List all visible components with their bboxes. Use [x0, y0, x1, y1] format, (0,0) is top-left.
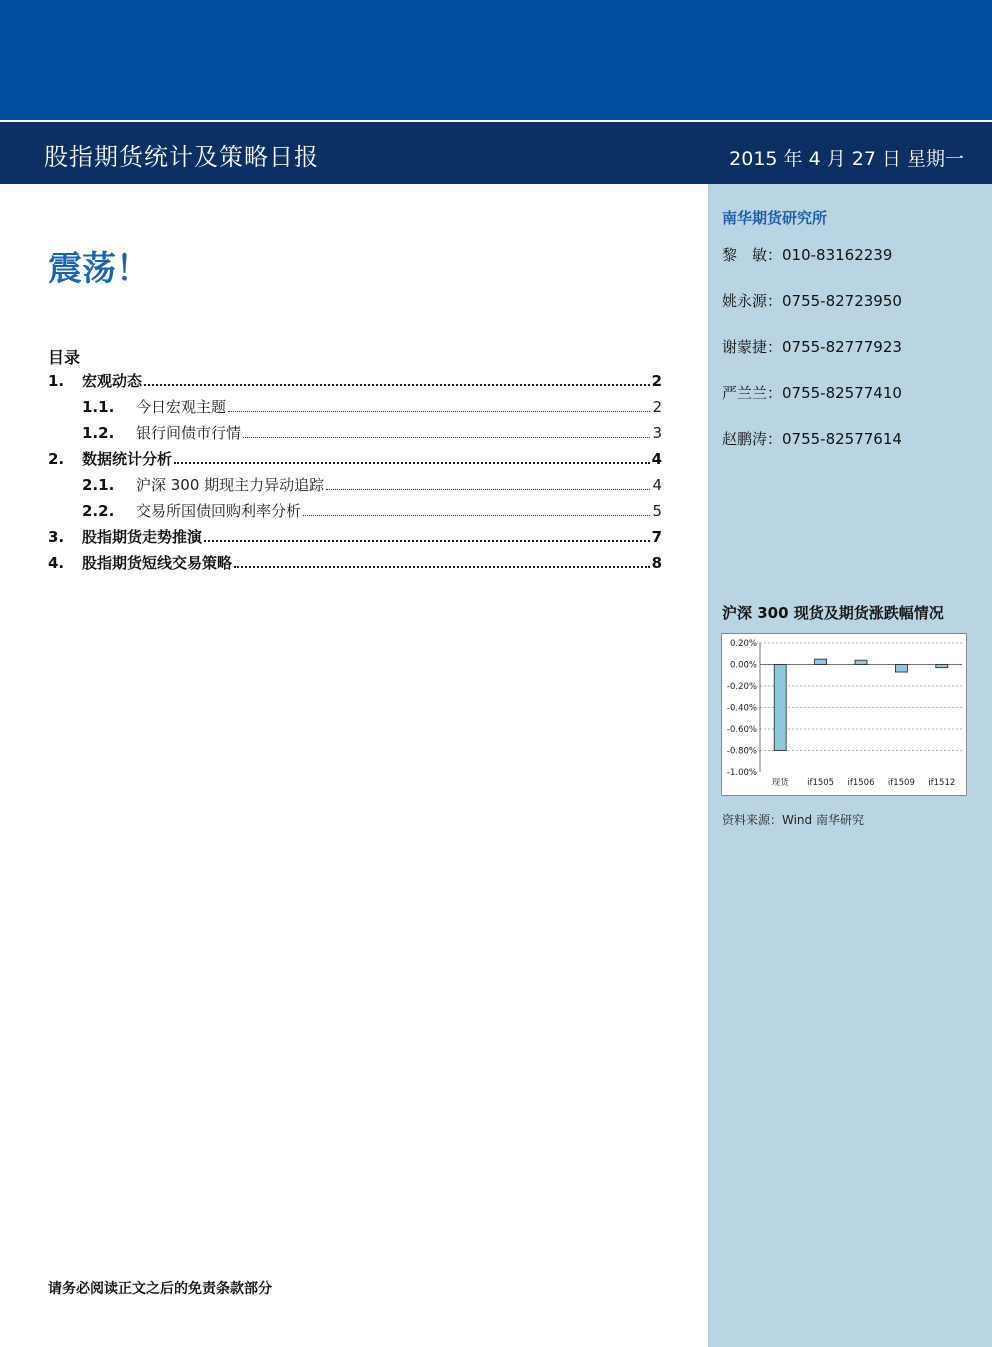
- contact-item: 赵鹏涛：0755-82577614: [722, 430, 902, 448]
- toc-number: 2.1.: [82, 476, 115, 494]
- toc-leader: [144, 384, 650, 386]
- toc-subitem[interactable]: [82, 422, 662, 444]
- bar: [815, 659, 827, 664]
- y-tick-label: -1.00%: [726, 768, 757, 778]
- toc-title: 目录: [48, 348, 81, 367]
- toc-label: 数据统计分析: [82, 450, 173, 468]
- toc-number: 2.: [48, 450, 65, 468]
- bar: [774, 665, 786, 751]
- toc-label: 沪深 300 期现主力异动追踪: [136, 476, 325, 494]
- bar: [855, 660, 867, 664]
- toc-subitem[interactable]: [82, 500, 662, 522]
- contact-item: 黎 敏：010-83162239: [722, 246, 893, 264]
- toc-leader: [204, 540, 650, 542]
- toc-leader: [303, 515, 650, 516]
- toc-number: 1.1.: [82, 398, 115, 416]
- y-tick-label: -0.80%: [726, 746, 757, 757]
- toc-leader: [326, 489, 650, 490]
- toc-page: 4: [651, 450, 662, 468]
- bar: [936, 665, 948, 668]
- chart-frame: [721, 633, 967, 796]
- toc-leader: [234, 566, 650, 568]
- chart-title: 沪深 300 现货及期货涨跌幅情况: [722, 604, 944, 622]
- contact-item: 姚永源：0755-82723950: [722, 292, 902, 310]
- x-tick-label: 现货: [771, 778, 789, 788]
- toc-label: 股指期货短线交易策略: [82, 554, 233, 572]
- toc-number: 1.: [48, 372, 65, 390]
- toc-number: 1.2.: [82, 424, 115, 442]
- toc-page: 5: [652, 502, 662, 520]
- toc-subitem[interactable]: [82, 474, 662, 496]
- chart-source: 资料来源：Wind 南华研究: [722, 813, 864, 827]
- toc-number: 4.: [48, 554, 65, 572]
- x-tick-label: if1505: [807, 778, 835, 788]
- y-tick-label: -0.40%: [726, 703, 757, 714]
- institution-name: 南华期货研究所: [722, 209, 828, 227]
- toc-label: 交易所国债回购利率分析: [136, 502, 302, 520]
- toc-label: 银行间债市行情: [136, 424, 242, 442]
- toc-page: 2: [652, 398, 662, 416]
- toc-item[interactable]: [48, 526, 662, 548]
- y-tick-label: -0.60%: [726, 725, 757, 735]
- contact-item: 谢蒙捷：0755-82777923: [722, 338, 902, 356]
- bar: [895, 665, 907, 673]
- toc-leader: [228, 411, 650, 412]
- toc-item[interactable]: [48, 370, 662, 392]
- x-tick-label: if1506: [847, 778, 875, 788]
- contact-item: 严兰兰：0755-82577410: [722, 384, 902, 402]
- toc-label: 股指期货走势推演: [82, 528, 203, 546]
- x-tick-label: if1509: [887, 778, 915, 788]
- y-tick-label: -0.20%: [726, 682, 757, 692]
- report-title: 股指期货统计及策略日报: [44, 143, 319, 171]
- headline: 震荡！: [48, 249, 150, 289]
- disclaimer: 请务必阅读正文之后的免责条款部分: [48, 1281, 272, 1297]
- report-date: 2015 年 4 月 27 日 星期一: [729, 148, 964, 170]
- toc-number: 2.2.: [82, 502, 115, 520]
- x-tick-label: if1512: [928, 778, 956, 788]
- toc-page: 4: [652, 476, 662, 494]
- toc-subitem[interactable]: [82, 396, 662, 418]
- toc-leader: [174, 462, 650, 464]
- y-tick-label: 0.20%: [729, 639, 757, 649]
- y-tick-label: 0.00%: [729, 660, 757, 671]
- toc-number: 3.: [48, 528, 65, 546]
- bar-chart: [722, 634, 966, 795]
- header-band: [0, 0, 992, 120]
- toc-leader: [243, 437, 650, 438]
- toc-page: 8: [651, 554, 662, 572]
- toc-page: 7: [651, 528, 662, 546]
- toc-item[interactable]: [48, 448, 662, 470]
- toc-label: 宏观动态: [82, 372, 143, 390]
- toc-item[interactable]: [48, 552, 662, 574]
- toc-label: 今日宏观主题: [136, 398, 227, 416]
- toc-page: 3: [652, 424, 662, 442]
- toc-page: 2: [651, 372, 662, 390]
